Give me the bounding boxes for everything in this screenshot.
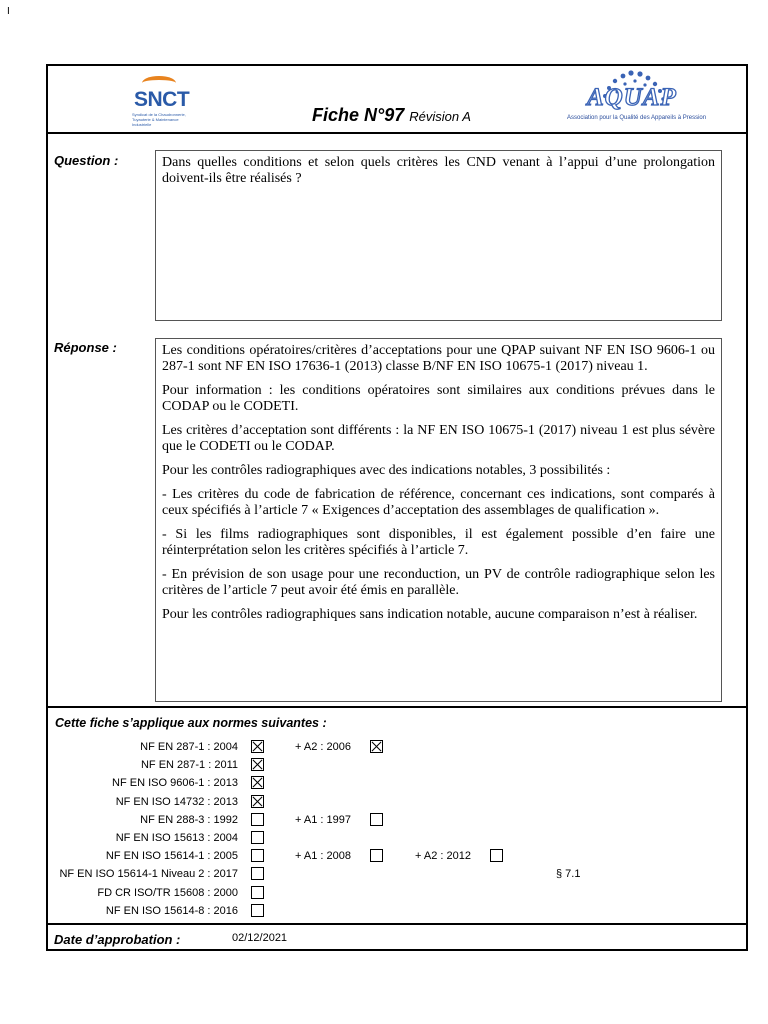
aquap-logo-subtitle: Association pour la Qualité des Appareils à Pression xyxy=(567,115,707,121)
norm-name: NF EN ISO 15614-8 : 2016 xyxy=(105,904,238,917)
response-paragraph: - Si les films radiographiques sont disponibles, il est également possible d’en faire une réinterprétation selon les critères spécifiés à l’article 7. xyxy=(162,527,715,558)
response-paragraph: - Les critères du code de fabrication de référence, concernant ces indications, sont comparés à ceux spécifiés à l’article 7 « Exigences d’acceptation des assemblages de qualification ». xyxy=(162,487,715,518)
question-label: Question : xyxy=(54,153,119,168)
aquap-logo xyxy=(563,68,713,126)
norm-row xyxy=(48,866,748,884)
response-paragraph: - En prévision de son usage pour une reconduction, un PV de contrôle radiographique selon les critères de l’article 7 peut avoir été émis en parallèle. xyxy=(162,567,715,598)
norm-checkbox[interactable] xyxy=(251,795,264,808)
amendment-checkbox[interactable] xyxy=(370,849,383,862)
fiche-frame xyxy=(46,64,748,951)
norm-note: § 7.1 xyxy=(556,868,581,881)
response-paragraph: Pour les contrôles radiographiques sans indication notable, aucune comparaison n’est à réaliser. xyxy=(162,607,698,622)
revision-label: Révision A xyxy=(409,109,471,124)
norms-title: Cette fiche s’applique aux normes suivantes : xyxy=(55,716,327,730)
response-divider xyxy=(48,706,746,708)
amendment-checkbox[interactable] xyxy=(370,740,383,753)
norm-name: NF EN ISO 9606-1 : 2013 xyxy=(112,777,238,790)
norm-name: NF EN ISO 14732 : 2013 xyxy=(115,795,238,808)
amendment-checkbox[interactable] xyxy=(490,849,503,862)
norm-row xyxy=(48,903,748,921)
approval-date-value: 02/12/2021 xyxy=(232,932,288,944)
amendment-label: + A2 : 2006 xyxy=(295,741,351,753)
norm-name: FD CR ISO/TR 15608 : 2000 xyxy=(97,886,238,899)
norm-checkbox[interactable] xyxy=(251,740,264,753)
norm-row xyxy=(48,739,748,757)
response-label: Réponse : xyxy=(54,340,117,355)
approval-date-label: Date d’approbation : xyxy=(54,932,181,947)
response-paragraph: Pour information : les conditions opératoires sont similaires aux conditions prévues dans le CODAP ou le CODETI. xyxy=(162,383,715,414)
norm-checkbox[interactable] xyxy=(251,904,264,917)
norm-row xyxy=(48,885,748,903)
norm-checkbox[interactable] xyxy=(251,867,264,880)
response-paragraph: Les conditions opératoires/critères d’acceptations pour une QPAP suivant NF EN ISO 9606-1 ou 287-1 sont NF EN ISO 17636-1 (2013) classe B/NF EN ISO 10675-1 (2017) niveau 1. xyxy=(162,343,715,374)
response-paragraph: Les critères d’acceptation sont différents : la NF EN ISO 10675-1 (2017) niveau 1 est plus sévère que le CODETI ou le CODAP. xyxy=(162,423,715,454)
norm-row xyxy=(48,775,748,793)
norm-row xyxy=(48,757,748,775)
amendment-label: + A1 : 1997 xyxy=(295,813,351,826)
norm-row xyxy=(48,794,748,812)
fiche-number: Fiche N°97 xyxy=(312,105,405,125)
snct-logo-text: SNCT xyxy=(134,88,190,111)
question-box xyxy=(155,150,722,321)
norm-row xyxy=(48,848,748,866)
amendment-label: + A2 : 2012 xyxy=(415,850,471,863)
norm-name: NF EN 288-3 : 1992 xyxy=(140,813,238,826)
norm-name: NF EN 287-1 : 2004 xyxy=(140,741,238,753)
norm-name: NF EN ISO 15614-1 : 2005 xyxy=(105,850,238,863)
norm-checkbox[interactable] xyxy=(251,758,264,771)
page-title xyxy=(312,105,471,126)
snct-logo xyxy=(130,76,190,130)
snct-logo-subtitle: Syndicat de la Chaudronnerie, Tuyauterie & Maintenance Industrielle xyxy=(132,112,186,127)
aquap-logo-text: AQUAP xyxy=(587,84,677,111)
amendment-label: + A1 : 2008 xyxy=(295,850,351,863)
norm-name: NF EN ISO 15613 : 2004 xyxy=(115,832,238,844)
response-box xyxy=(155,338,722,702)
norm-checkbox[interactable] xyxy=(251,849,264,862)
norms-divider xyxy=(48,923,746,925)
margin-mark: I xyxy=(7,6,10,17)
norm-name: NF EN ISO 15614-1 Niveau 2 : 2017 xyxy=(59,868,238,881)
norm-row xyxy=(48,812,748,830)
header-divider xyxy=(48,132,746,134)
amendment-checkbox[interactable] xyxy=(370,813,383,826)
norm-checkbox[interactable] xyxy=(251,813,264,826)
norm-checkbox[interactable] xyxy=(251,886,264,899)
response-paragraph: Pour les contrôles radiographiques avec des indications notables, 3 possibilités : xyxy=(162,463,611,478)
question-text: Dans quelles conditions et selon quels critères les CND venant à l’appui d’une prolongation doivent-ils être réalisés ? xyxy=(162,155,715,186)
norm-checkbox[interactable] xyxy=(251,831,264,844)
norm-name: NF EN 287-1 : 2011 xyxy=(140,759,238,772)
norm-checkbox[interactable] xyxy=(251,776,264,789)
norm-row xyxy=(48,830,748,848)
